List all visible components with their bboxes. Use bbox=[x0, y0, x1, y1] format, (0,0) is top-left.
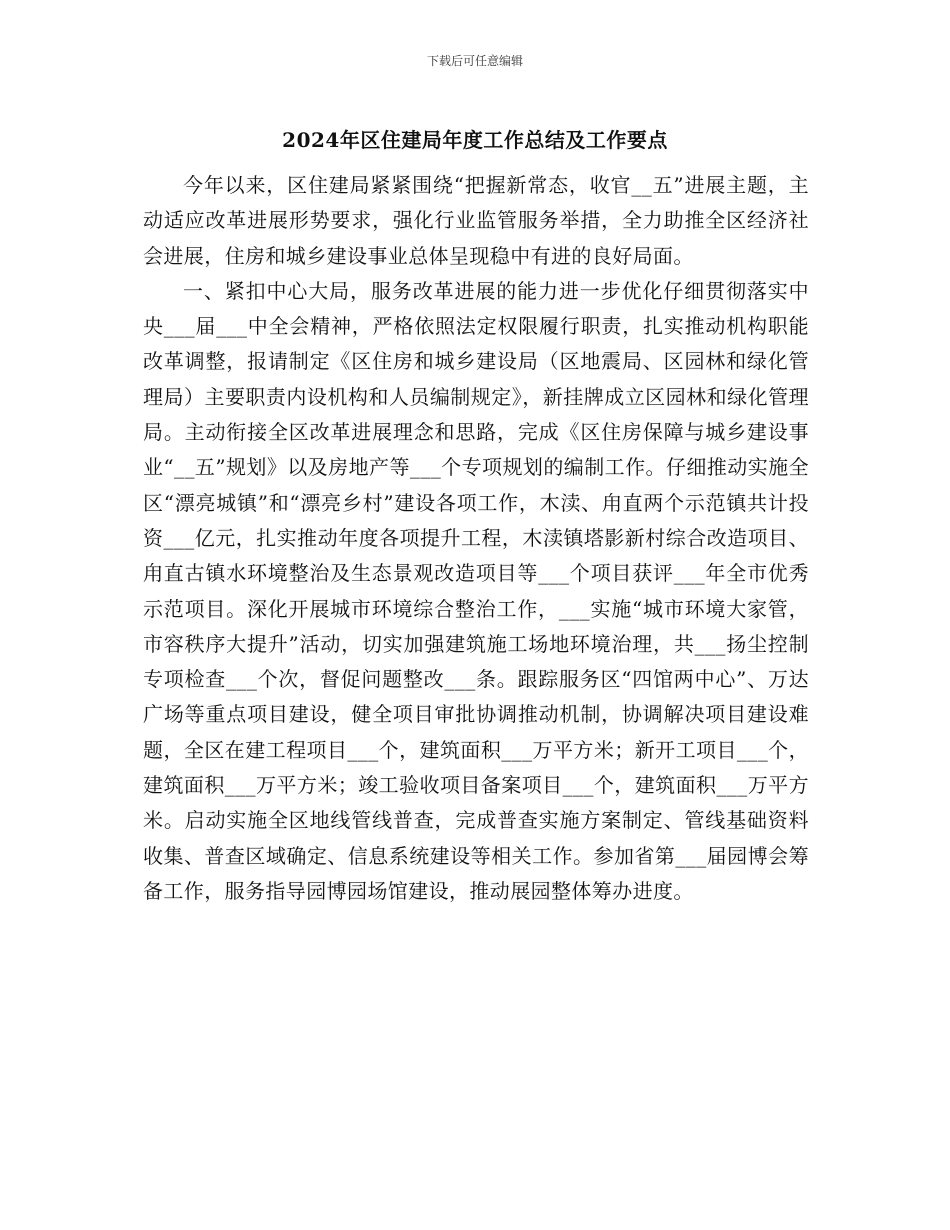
paragraph-intro: 今年以来，区住建局紧紧围绕“把握新常态，收官__五”进展主题，主动适应改革进展形势要求，强化行业监管服务举措，全力助推全区经济社会进展，住房和城乡建设事业总体呈现稳中有进的良好局面。 bbox=[143, 173, 809, 268]
document-title: 2024年区住建局年度工作总结及工作要点 bbox=[282, 128, 668, 152]
paragraph-section-one: 一、紧扣中心大局，服务改革进展的能力进一步优化仔细贯彻落实中央___届___中全会精神，严格依照法定权限履行职责，扎实推动机构职能改革调整，报请制定《区住房和城乡建设局（区地震局、区园林和绿化管理局）主要职责内设机构和人员编制规定》，新挂牌成立区园林和绿化管理局。主动衔接全区改革进展理念和思路，完成《区住房保障与城乡建设事业“__五”规划》以及房地产等___个专项规划的编制工作。仔细推动实施全区“漂亮城镇”和“漂亮乡村”建设各项工作，木渎、甪直两个示范镇共计投资___亿元，扎实推动年度各项提升工程，木渎镇塔影新村综合改造项目、甪直古镇水环境整治及生态景观改造项目等___个项目获评___年全市优秀示范项目。深化开展城市环境综合整治工作，___实施“城市环境大家管，市容秩序大提升”活动，切实加强建筑施工场地环境治理，共___扬尘控制专项检查___个次，督促问题整改___条。跟踪服务区“四馆两中心”、万达广场等重点项目建设，健全项目审批协调推动机制，协调解决项目建设难题，全区在建工程项目___个，建筑面积___万平方米；新开工项目___个，建筑面积___万平方米；竣工验收项目备案项目___个，建筑面积___万平方米。启动实施全区地线管线普查，完成普查实施方案制定、管线基础资料收集、普查区域确定、信息系统建设等相关工作。参加省第___届园博会筹备工作，服务指导园博园场馆建设，推动展园整体筹办进度。 bbox=[143, 278, 809, 903]
document-body bbox=[143, 168, 809, 909]
header-note: 下载后可任意编辑 bbox=[426, 54, 523, 68]
